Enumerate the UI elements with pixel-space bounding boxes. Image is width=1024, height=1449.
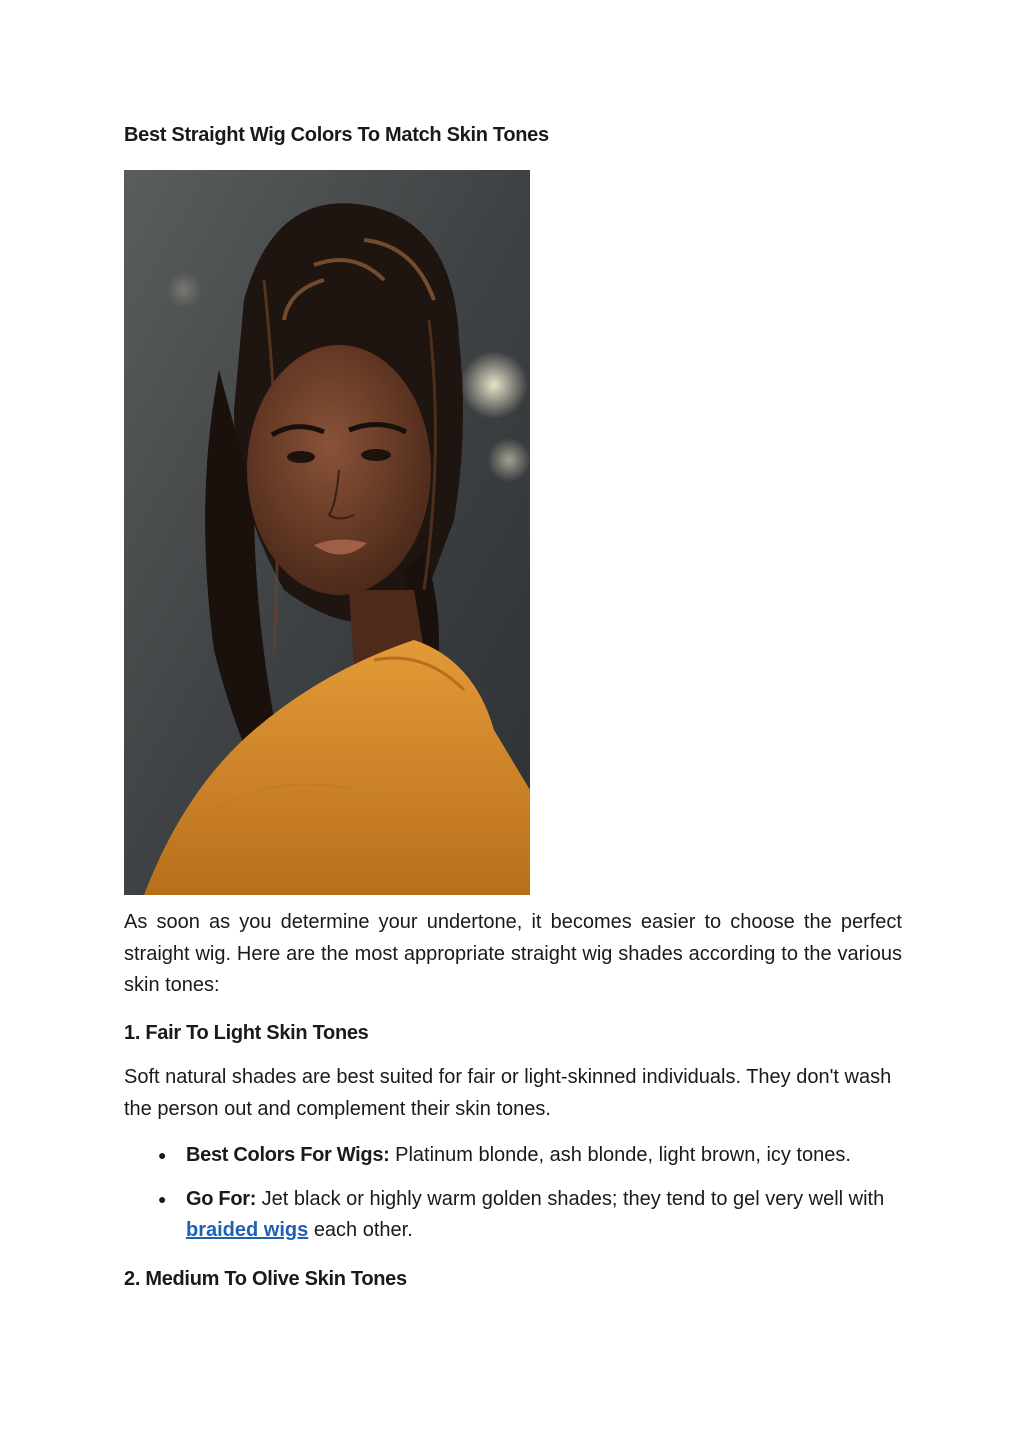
section-heading-fair-to-light: 1. Fair To Light Skin Tones xyxy=(124,1022,369,1044)
braided-wigs-link[interactable]: braided wigs xyxy=(186,1219,309,1241)
section-heading-medium-to-olive: 2. Medium To Olive Skin Tones xyxy=(124,1268,407,1290)
bullet-list xyxy=(124,1140,902,1259)
bullet-text-after: each other. xyxy=(313,1219,413,1241)
bullet-label: Best Colors For Wigs: xyxy=(186,1144,390,1166)
section-body-fair-to-light: Soft natural shades are best suited for fair or light-skinned individuals. They don't wash the person out and complement their skin tones. xyxy=(124,1066,892,1120)
bullet-icon: ● xyxy=(158,1190,167,1207)
list-item xyxy=(124,1184,902,1247)
bullet-text: Jet black or highly warm golden shades; they tend to gel very well with xyxy=(261,1187,885,1210)
article-title: Best Straight Wig Colors To Match Skin Tones xyxy=(124,124,549,146)
portrait-photo xyxy=(124,170,530,895)
bullet-text: Platinum blonde, ash blonde, light brown, icy tones. xyxy=(395,1144,851,1166)
bullet-label: Go For: xyxy=(186,1187,257,1210)
bullet-icon: ● xyxy=(158,1147,167,1163)
list-item xyxy=(124,1140,902,1172)
intro-paragraph: As soon as you determine your undertone, it becomes easier to choose the perfect straight wig. Here are the most appropriate straight wig shades according to the various skin tones: xyxy=(124,911,902,996)
